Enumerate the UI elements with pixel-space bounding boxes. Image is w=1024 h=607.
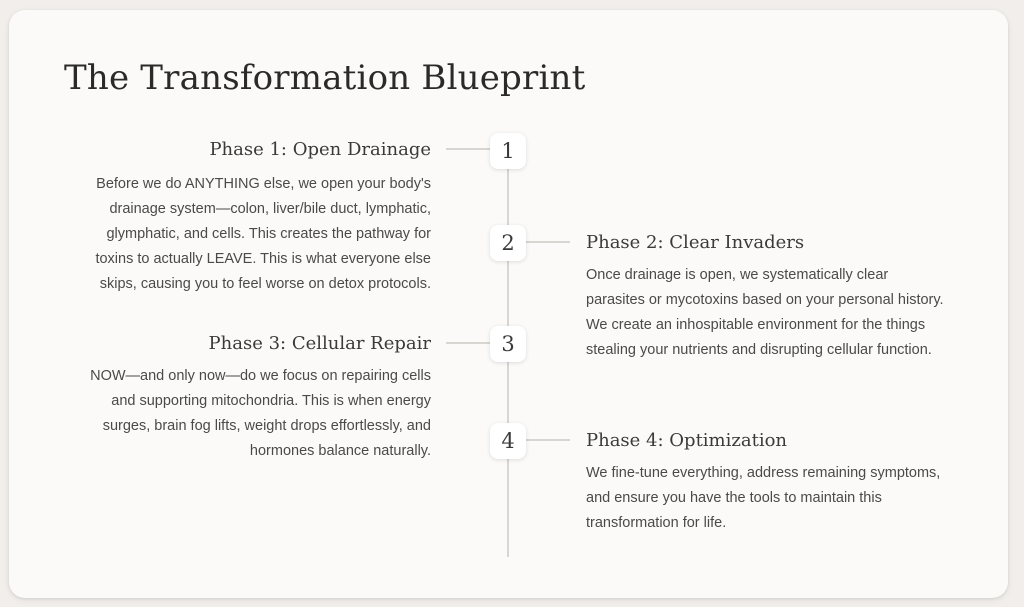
phase-1-number-marker: 1 <box>490 133 526 169</box>
phase-2-number-marker: 2 <box>490 225 526 261</box>
phase-4-number-marker: 4 <box>490 423 526 459</box>
timeline-connector-4 <box>526 439 570 441</box>
timeline-connector-3 <box>446 342 490 344</box>
phase-2-description: Once drainage is open, we systematically clear parasites or mycotoxins based on your personal history. We create an inhospitable environment for the things stealing your nutrients and disrupting cellular function. <box>586 267 944 358</box>
phase-1-description: Before we do ANYTHING else, we open your body's drainage system—colon, liver/bile duct, lymphatic, glymphatic, and cells. This creates the pathway for toxins to actually LEAVE. This is what everyone else skips, causing you to feel worse on detox protocols. <box>95 176 431 292</box>
phase-2-title: Phase 2: Clear Invaders <box>586 232 805 253</box>
phase-4-title: Phase 4: Optimization <box>586 430 788 451</box>
phase-4-description: We fine-tune everything, address remaining symptoms, and ensure you have the tools to maintain this transformation for life. <box>586 465 941 531</box>
timeline-connector-2 <box>526 241 570 243</box>
phase-3-title: Phase 3: Cellular Repair <box>208 333 431 354</box>
page-title: The Transformation Blueprint <box>64 58 586 98</box>
phase-3-description: NOW—and only now—do we focus on repairing cells and supporting mitochondria. This is when energy surges, brain fog lifts, weight drops effortlessly, and hormones balance naturally. <box>90 368 431 459</box>
timeline-connector-1 <box>446 148 490 150</box>
phase-1-title: Phase 1: Open Drainage <box>209 139 431 160</box>
phase-3-number-marker: 3 <box>490 326 526 362</box>
